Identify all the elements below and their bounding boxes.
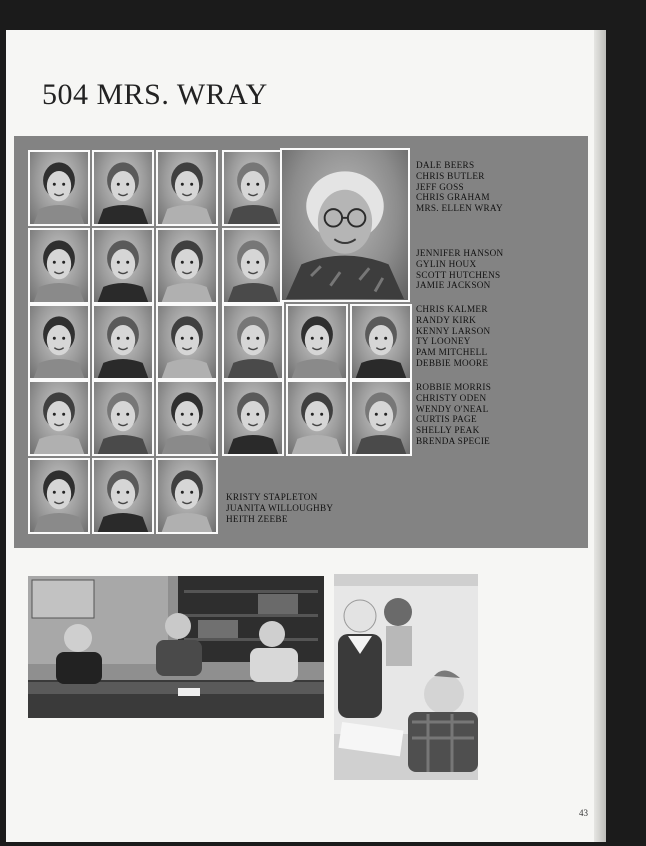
class-portrait-panel <box>14 136 588 548</box>
student-portrait <box>350 304 412 380</box>
student-portrait <box>222 380 284 456</box>
student-name: SHELLY PEAK <box>416 425 480 436</box>
student-name: ROBBIE MORRIS <box>416 382 492 392</box>
student-portrait <box>92 304 154 380</box>
student-name: DEBBIE MOORE <box>416 357 489 368</box>
name-list-4 <box>416 382 491 447</box>
student-name: JENNIFER HANSON <box>416 248 504 258</box>
student-name: CURTIS PAGE <box>416 414 477 425</box>
student-name: HEITH ZEEBE <box>226 513 288 524</box>
student-portrait <box>156 304 218 380</box>
classroom-photo <box>28 576 324 718</box>
student-portrait <box>92 228 154 304</box>
student-name: CHRIS KALMER <box>416 304 488 314</box>
student-name: JEFF GOSS <box>416 181 464 192</box>
student-portrait <box>92 150 154 226</box>
student-portrait <box>222 150 284 226</box>
student-name: RANDY KIRK <box>416 314 477 325</box>
student-portrait <box>156 150 218 226</box>
student-name: SCOTT HUTCHENS <box>416 269 501 280</box>
student-name: CHRISTY ODEN <box>416 392 487 403</box>
student-name: WENDY O'NEAL <box>416 403 489 414</box>
student-portrait <box>28 228 90 304</box>
student-portrait <box>350 380 412 456</box>
student-portrait <box>222 304 284 380</box>
classroom-photo-scene <box>28 576 324 718</box>
name-list-5 <box>226 492 333 524</box>
teacher-helping-student-scene <box>334 574 478 780</box>
student-name: DALE BEERS <box>416 160 475 170</box>
student-name: JUANITA WILLOUGHBY <box>226 502 334 513</box>
student-portrait <box>92 380 154 456</box>
page-number: 43 <box>579 808 588 818</box>
student-name: KRISTY STAPLETON <box>226 492 318 502</box>
page-title: 504 MRS. WRAY <box>42 78 268 111</box>
teacher-portrait-figure <box>282 150 408 299</box>
student-portrait <box>286 380 348 456</box>
student-portrait <box>156 458 218 534</box>
name-list-2 <box>416 248 503 291</box>
student-name: MRS. ELLEN WRAY <box>416 203 503 214</box>
student-portrait <box>286 304 348 380</box>
student-portrait <box>28 380 90 456</box>
student-name: BRENDA SPECIE <box>416 435 491 446</box>
page-binding-shadow <box>594 30 606 842</box>
student-name: KENNY LARSON <box>416 325 491 336</box>
student-name: TY LOONEY <box>416 336 471 347</box>
student-portrait <box>28 304 90 380</box>
student-name: CHRIS GRAHAM <box>416 192 490 203</box>
teacher-helping-student-photo <box>334 574 478 780</box>
name-list-1 <box>416 160 503 214</box>
student-name: GYLIN HOUX <box>416 258 477 269</box>
yearbook-page <box>6 30 606 842</box>
student-portrait <box>222 228 284 304</box>
student-portrait <box>156 228 218 304</box>
student-portrait <box>92 458 154 534</box>
name-list-3 <box>416 304 490 369</box>
student-portrait <box>28 458 90 534</box>
student-portrait <box>156 380 218 456</box>
student-name: JAMIE JACKSON <box>416 280 491 291</box>
student-name: PAM MITCHELL <box>416 347 488 358</box>
teacher-portrait <box>280 148 410 302</box>
student-portrait <box>28 150 90 226</box>
student-name: CHRIS BUTLER <box>416 170 485 181</box>
